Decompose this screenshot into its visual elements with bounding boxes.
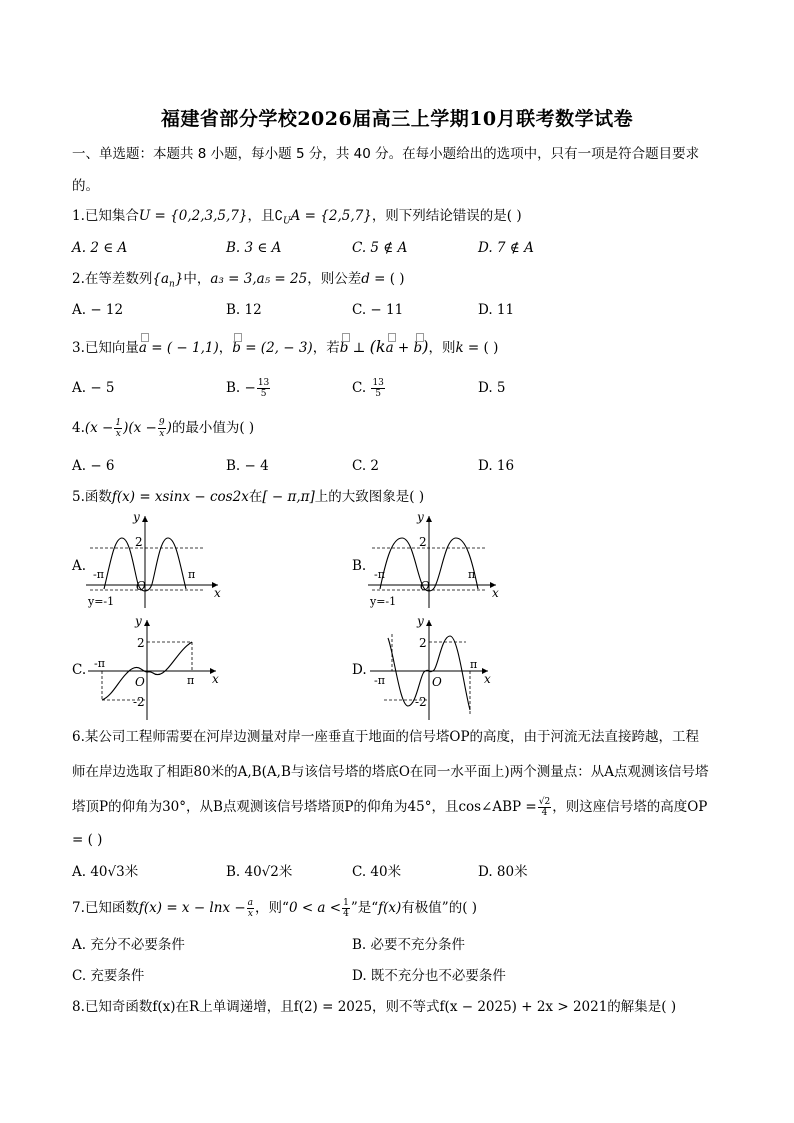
q5-graph-a[interactable] [82,510,232,610]
q6-option-d[interactable]: D. 80米 [478,864,528,880]
q4-option-a[interactable]: A. − 6 [72,458,115,474]
origin-label: O [136,579,146,593]
q5-graph-c[interactable] [84,614,234,724]
y-neg1-label: y=-1 [370,595,397,608]
q5-graph-b[interactable] [364,510,514,610]
y-axis-arrow [426,620,432,626]
tick-neg-pi: -π [374,568,385,581]
q2-option-b[interactable]: B. 12 [226,302,262,318]
question-6-line-1: 6.某公司工程师需要在河岸边测量对岸一座垂直于地面的信号塔OP的高度，由于河流无法直接跨越，工程 [72,729,700,745]
q5-graph-d[interactable] [366,614,516,724]
x-label: x [484,672,491,686]
tick-2: 2 [419,535,427,549]
q4-option-c[interactable]: C. 2 [352,458,380,474]
q1-option-d[interactable]: D. 7 ∉ A [478,240,534,256]
tick-pi: π [468,568,476,581]
y-label: y [133,510,140,524]
vector-a: a [138,340,147,356]
tick-pi: π [470,658,478,671]
x-label: x [492,586,499,600]
y-axis-arrow [426,516,432,522]
question-6-line-4: = ( ) [72,832,103,848]
section-heading-cont: 的。 [72,178,99,194]
y-label: y [135,614,142,628]
q5-option-b-label[interactable]: B. [352,558,367,574]
tick-neg-pi: -π [374,674,385,687]
origin-label: O [420,579,430,593]
question-1-stem: 1.已知集合U = {0,2,3,5,7}，且$∁_UA = \{2,5,7\}$，则下列结论错误的是( ) [72,208,522,227]
vector-b: b [232,340,241,356]
question-8-stem: 8.已知奇函数f(x)在R上单调递增，且f(2) = 2025，则不等式f(x − 2025) + 2x > 2021的解集是( ) [72,999,677,1015]
tick-2: 2 [137,636,145,650]
tick-2: 2 [419,636,427,650]
q1-option-b[interactable]: B. 3 ∈ A [226,240,282,256]
tick-neg-2: -2 [415,695,427,709]
question-6-line-2: 师在岸边选取了相距80米的A,B(A,B与该信号塔的塔底O在同一水平面上)两个测量点：从A点观测该信号塔 [72,764,709,780]
q7-option-d[interactable]: D. 既不充分也不必要条件 [352,968,506,984]
q6-option-b[interactable]: B. 40√2米 [226,864,293,880]
tick-neg-pi: -π [93,568,104,581]
question-7-stem: 7.已知函数f(x) = x − lnx − $\frac{a}{x}$ ，则“0 < a < $\frac{1}{4}$ ”是“f(x)有极值”的( ) [72,898,478,919]
q6-option-a[interactable]: A. 40√3米 [72,864,139,880]
tick-2: 2 [135,535,143,549]
y-axis-arrow [144,620,150,626]
question-2-stem: 2.在等差数列$\{a_n\}$中，a₃ = 3,a₅ = 25，则公差d = ( ) [72,271,405,290]
q1-option-c[interactable]: C. 5 ∉ A [352,240,408,256]
q4-option-d[interactable]: D. 16 [478,458,515,474]
question-5-stem: 5.函数f(x) = xsinx − cos2x在[ − π,π]上的大致图象是( ) [72,489,425,505]
q5-option-a-label[interactable]: A. [72,558,87,574]
q3-option-c[interactable]: C. $\frac{13}{5}$ [352,378,384,399]
question-4-stem: 4.(x − $\frac{1}{x}$ )(x − $\frac{9}{x}$ )的最小值为( ) [72,418,255,439]
question-6-line-3: 塔顶P的仰角为30°，从B点观测该信号塔塔顶P的仰角为45°，且cos∠ABP = $\frac{√2}{4}$ ，则这座信号塔的高度OP [72,797,708,818]
y-axis-arrow [142,516,148,522]
q1-option-a[interactable]: A. 2 ∈ A [72,240,128,256]
tick-pi: π [187,674,195,687]
q6-option-c[interactable]: C. 40米 [352,864,402,880]
tick-neg-2: -2 [133,695,145,709]
q2-option-a[interactable]: A. − 12 [72,302,124,318]
x-label: x [214,586,221,600]
q7-option-c[interactable]: C. 充要条件 [72,968,145,984]
y-label: y [417,614,424,628]
q5-option-c-label[interactable]: C. [72,662,87,678]
q5-option-d-label[interactable]: D. [352,662,367,678]
q3-option-a[interactable]: A. − 5 [72,380,115,396]
q3-option-b[interactable]: B. − $\frac{13}{5}$ [226,378,270,399]
x-label: x [212,672,219,686]
origin-label: O [135,675,145,689]
y-label: y [417,510,424,524]
q2-option-c[interactable]: C. − 11 [352,302,404,318]
section-heading: 一、单选题：本题共 8 小题，每小题 5 分，共 40 分。在每小题给出的选项中，只有一项是符合题目要求 [72,146,700,162]
question-3-stem: 3.已知向量a = ( − 1,1)，b = (2, − 3)，若b ⊥ (ka + b)，则k = ( ) [72,337,499,356]
q4-option-b[interactable]: B. − 4 [226,458,269,474]
q2-option-d[interactable]: D. 11 [478,302,515,318]
q7-option-b[interactable]: B. 必要不充分条件 [352,937,466,953]
page-title: 福建省部分学校2026届高三上学期10月联考数学试卷 [160,108,634,130]
tick-neg-pi: -π [94,657,105,670]
q3-option-d[interactable]: D. 5 [478,380,506,396]
tick-pi: π [188,568,196,581]
q7-option-a[interactable]: A. 充分不必要条件 [72,937,185,953]
y-neg1-label: y=-1 [88,595,115,608]
origin-label: O [432,675,442,689]
